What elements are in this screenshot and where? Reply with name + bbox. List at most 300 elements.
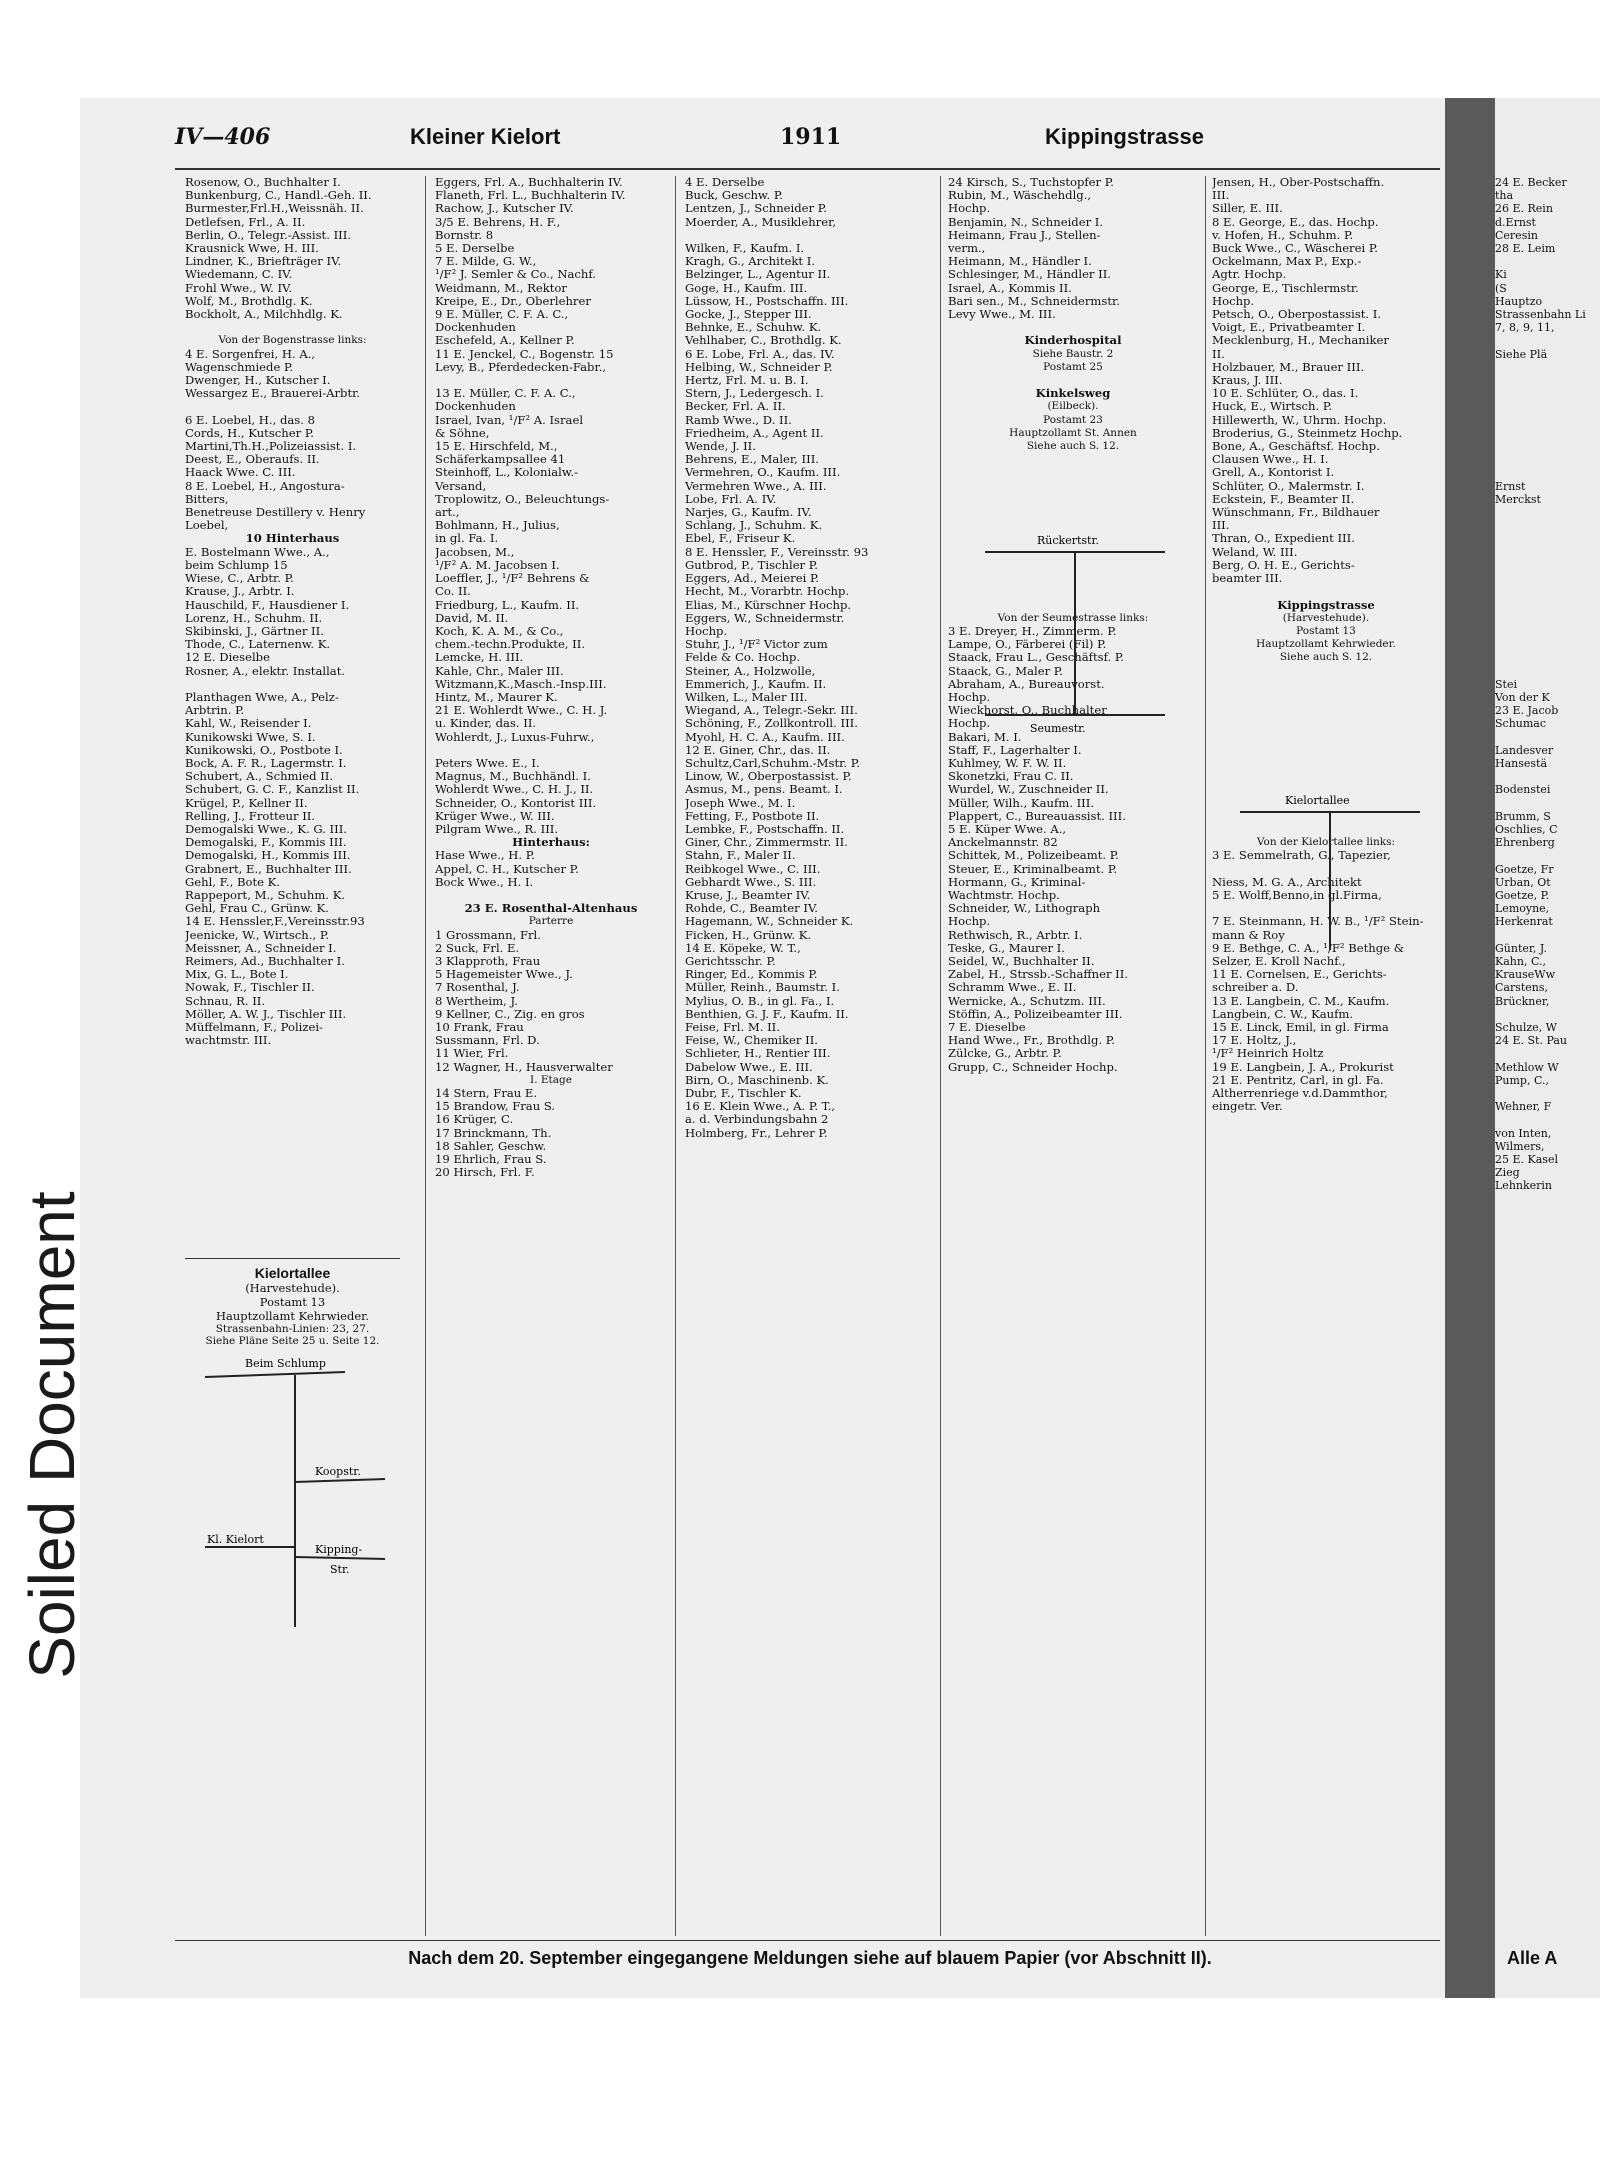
directory-entry: 2 Suck, Frl. E. xyxy=(435,941,520,955)
directory-entry: Wiese, C., Arbtr. P. xyxy=(185,572,294,586)
directory-entry: 10 Hinterhaus xyxy=(245,532,340,546)
directory-entry: 9 E. Müller, C. F. A. C., xyxy=(435,308,569,322)
directory-entry: 7 E. Milde, G. W., xyxy=(435,255,537,269)
directory-entry: Krügel, P., Kellner II. xyxy=(185,796,308,810)
directory-entry: Dubr, F., Tischler K. xyxy=(685,1087,802,1101)
directory-entry: Hochp. xyxy=(685,624,728,638)
directory-entry xyxy=(185,678,400,691)
directory-entry: Wiegand, A., Telegr.-Sekr. III. xyxy=(685,704,858,718)
book-gutter xyxy=(1445,98,1495,1998)
directory-entry: III. xyxy=(1212,189,1230,203)
directory-entry: Cords, H., Kutscher P. xyxy=(185,426,314,440)
next-page-line: von Inten, xyxy=(1495,1126,1552,1140)
directory-entry: Rubin, M., Wäschehdlg., xyxy=(948,189,1092,203)
directory-entry: Bari sen., M., Schneidermstr. xyxy=(948,294,1120,308)
directory-entry: Haack Wwe. C. III. xyxy=(185,466,296,480)
directory-entry: Plappert, C., Bureauassist. III. xyxy=(948,809,1126,823)
directory-entry: Demogalski, H., Kommis III. xyxy=(185,849,351,863)
directory-entry xyxy=(435,744,667,757)
directory-entry: Friedburg, L., Kaufm. II. xyxy=(435,598,580,612)
directory-entry: David, M. II. xyxy=(435,611,509,625)
map-label-koopstr: Koopstr. xyxy=(315,1465,361,1478)
directory-entry: Voigt, E., Privatbeamter I. xyxy=(1212,321,1366,335)
directory-entry: Hintz, M., Maurer K. xyxy=(435,690,558,704)
directory-entry: Eschefeld, A., Kellner P. xyxy=(435,334,575,348)
directory-entry: 23 E. Rosenthal-Altenhaus xyxy=(464,902,638,916)
directory-entry: Langbein, C. W., Kaufm. xyxy=(1212,1007,1354,1021)
directory-entry: Birn, O., Maschinenb. K. xyxy=(685,1073,829,1087)
next-page-line xyxy=(1495,599,1595,612)
directory-entry: Kinderhospital xyxy=(1024,334,1122,348)
directory-entry: 11 E. Cornelsen, E., Gerichts- xyxy=(1212,968,1387,982)
directory-entry: Mylius, O. B., in gl. Fa., I. xyxy=(685,994,835,1008)
next-page-line: Brumm, S xyxy=(1495,809,1551,823)
column-3 xyxy=(685,176,930,1936)
next-page-line: Bodenstei xyxy=(1495,783,1551,797)
directory-entry: 8 E. Henssler, F., Vereinsstr. 93 xyxy=(685,545,869,559)
directory-entry xyxy=(1212,770,1440,783)
directory-entry: Kunikowski Wwe, S. I. xyxy=(185,730,316,744)
directory-entry: Ficken, H., Grünw. K. xyxy=(685,928,812,942)
directory-entry: Wessargez E., Brauerei-Arbtr. xyxy=(185,387,361,401)
directory-entry xyxy=(185,400,400,413)
directory-entry: Petsch, O., Oberpostassist. I. xyxy=(1212,308,1382,322)
next-page-line: Merckst xyxy=(1495,492,1541,506)
directory-entry: 3 E. Semmelrath, G., Tapezier, xyxy=(1212,849,1391,863)
next-page-line: Günter, J. xyxy=(1495,941,1547,955)
directory-entry: Giner, Chr., Zimmermstr. II. xyxy=(685,836,848,850)
directory-entry: Staack, Frau L., Geschäftsf. P. xyxy=(948,651,1124,665)
directory-entry: Reimers, Ad., Buchhalter I. xyxy=(185,954,345,968)
next-page-line: Ehrenberg xyxy=(1495,836,1555,850)
next-page-line: Pump, C., xyxy=(1495,1073,1549,1087)
next-page-line: Ceresin xyxy=(1495,228,1538,242)
directory-entry: Demogalski Wwe., K. G. III. xyxy=(185,822,347,836)
directory-entry: Peters Wwe. E., I. xyxy=(435,756,540,770)
directory-entry: Hase Wwe., H. P. xyxy=(435,849,535,863)
directory-entry: Benthien, G. J. F., Kaufm. II. xyxy=(685,1007,849,1021)
directory-entry: Gerichtsschr. P. xyxy=(685,954,776,968)
directory-entry: Grupp, C., Schneider Hochp. xyxy=(948,1060,1118,1074)
directory-entry: Levy, B., Pferdedecken-Fabr., xyxy=(435,360,607,374)
directory-entry: Schlieter, H., Rentier III. xyxy=(685,1047,831,1061)
directory-entry: Stuhr, J., ¹/F² Victor zum xyxy=(685,638,828,652)
directory-entry: Wieckhorst, O., Buchhalter xyxy=(948,704,1107,718)
directory-entry: 6 E. Loebel, H., das. 8 xyxy=(185,413,315,427)
directory-entry: 12 E. Giner, Chr., das. II. xyxy=(685,743,831,757)
directory-entry: Holmberg, Fr., Lehrer P. xyxy=(685,1126,828,1140)
directory-entry: 3 E. Dreyer, H., Zimmerm. P. xyxy=(948,624,1117,638)
directory-entry: Lentzen, J., Schneider P. xyxy=(685,202,827,216)
directory-entry: Kinkelsweg xyxy=(1035,387,1111,401)
directory-entry: Rappeport, M., Schuhm. K. xyxy=(185,888,346,902)
directory-entry: Schlang, J., Schuhm. K. xyxy=(685,519,823,533)
directory-entry: Arbtrin. P. xyxy=(185,704,245,718)
directory-entry: 5 Hagemeister Wwe., J. xyxy=(435,968,573,982)
directory-entry: Hochp. xyxy=(948,915,991,929)
directory-entry: Buck, Geschw. P. xyxy=(685,189,783,203)
directory-entry: Planthagen Wwe, A., Pelz- xyxy=(185,690,339,704)
directory-entry: Joseph Wwe., M. I. xyxy=(685,796,796,810)
directory-entry: Kunikowski, O., Postbote I. xyxy=(185,743,343,757)
directory-entry: a. d. Verbindungsbahn 2 xyxy=(685,1113,829,1127)
directory-entry: 5 E. Wolff,Benno,in gl.Firma, xyxy=(1212,888,1382,902)
directory-entry: Rosenow, O., Buchhalter I. xyxy=(185,176,341,189)
directory-entry: 18 Sahler, Geschw. xyxy=(435,1139,547,1153)
next-page-line xyxy=(1495,519,1595,532)
directory-entry: Von der Seumestrasse links: xyxy=(997,611,1149,624)
directory-entry: Lindner, K., Briefträger IV. xyxy=(185,255,342,269)
next-page-line: 23 E. Jacob xyxy=(1495,704,1559,718)
directory-entry: Reibkogel Wwe., C. III. xyxy=(685,862,821,876)
directory-entry: Hand Wwe., Fr., Brothdlg. P. xyxy=(948,1034,1115,1048)
directory-entry: Flaneth, Frl. L., Buchhalterin IV. xyxy=(435,189,626,203)
directory-entry: Becker, Frl. A. II. xyxy=(685,400,786,414)
directory-entry: v. Hofen, H., Schuhm. P. xyxy=(1212,228,1354,242)
directory-entry: Loeffler, J., ¹/F² Behrens & xyxy=(435,572,590,586)
directory-entry xyxy=(1212,691,1440,704)
directory-entry: Von der Kielortallee links: xyxy=(1256,836,1396,849)
directory-entry: Linow, W., Oberpostassist. P. xyxy=(685,770,852,784)
directory-entry: Elias, M., Kürschner Hochp. xyxy=(685,598,852,612)
directory-entry: Steiner, A., Holzwolle, xyxy=(685,664,816,678)
directory-entry xyxy=(685,229,930,242)
directory-entry: Friedheim, A., Agent II. xyxy=(685,426,824,440)
directory-entry: Feise, Frl. M. II. xyxy=(685,1021,780,1034)
directory-entry: Jeenicke, W., Wirtsch., P. xyxy=(185,928,329,942)
directory-entry: Israel, A., Kommis II. xyxy=(948,281,1072,295)
directory-entry: Wohlerdt, J., Luxus-Fuhrw., xyxy=(435,730,595,744)
directory-entry: Hochp. xyxy=(948,202,991,216)
directory-entry: Kraus, J. III. xyxy=(1212,374,1283,388)
directory-entry: Kahl, W., Reisender I. xyxy=(185,717,312,731)
directory-entry: Burmester,Frl.H.,Weissnäh. II. xyxy=(185,202,364,216)
directory-entry: Schlüter, O., Malermstr. I. xyxy=(1212,479,1365,493)
directory-entry: Wünschmann, Fr., Bildhauer xyxy=(1212,506,1380,520)
directory-entry xyxy=(1212,585,1440,598)
directory-entry: Agtr. Hochp. xyxy=(1212,268,1287,282)
directory-entry: Wilken, F., Kaufm. I. xyxy=(685,242,805,256)
next-page-line: Oschlies, C xyxy=(1495,822,1558,836)
directory-entry xyxy=(185,321,400,334)
directory-entry: Sussmann, Frl. D. xyxy=(435,1034,540,1048)
directory-entry xyxy=(435,374,667,387)
directory-entry: Lorenz, H., Schuhm. II. xyxy=(185,611,323,625)
map-label-kielortallee: Kielortallee xyxy=(1285,794,1350,807)
directory-entry: Stahn, F., Maler II. xyxy=(685,849,796,863)
directory-entry: 9 Kellner, C., Zig. en gros xyxy=(435,1007,585,1021)
directory-entry: Berlin, O., Telegr.-Assist. III. xyxy=(185,228,351,242)
directory-entry: 17 Brinckmann, Th. xyxy=(435,1126,552,1140)
header-rule xyxy=(175,168,1440,170)
directory-entry: Frohl Wwe., W. IV. xyxy=(185,281,293,295)
directory-entry xyxy=(948,374,1198,387)
directory-entry: Schneider, W., Lithograph xyxy=(948,902,1101,916)
next-page-line: Kahn, C., xyxy=(1495,954,1546,968)
next-page-line: Goetze, Fr xyxy=(1495,862,1554,876)
directory-entry: Krause, J., Arbtr. I. xyxy=(185,585,295,599)
next-page-line xyxy=(1495,929,1595,942)
directory-entry: Martini,Th.H.,Polizeiassist. I. xyxy=(185,440,357,454)
directory-entry xyxy=(948,453,1198,466)
directory-entry: 19 Ehrlich, Frau S. xyxy=(435,1153,547,1167)
next-page-line: Siehe Plä xyxy=(1495,347,1548,361)
directory-entry: Heimann, Frau J., Stellen- xyxy=(948,228,1101,242)
directory-entry: Holzbauer, M., Brauer III. xyxy=(1212,360,1365,374)
directory-entry: 21 E. Wohlerdt Wwe., C. H. J. xyxy=(435,704,608,718)
directory-entry: Krausnick Wwe, H. III. xyxy=(185,242,319,256)
next-page-line xyxy=(1495,506,1595,519)
directory-entry xyxy=(1212,757,1440,770)
directory-entry: Stöffin, A., Polizeibeamter III. xyxy=(948,1007,1123,1021)
directory-entry: 10 Frank, Frau xyxy=(435,1021,524,1034)
directory-entry: 15 Brandow, Frau S. xyxy=(435,1100,556,1114)
directory-entry: 3/5 E. Behrens, H. F., xyxy=(435,215,561,229)
directory-entry: ¹/F² Heinrich Holtz xyxy=(1212,1047,1324,1061)
directory-entry: Staack, G., Maler P. xyxy=(948,664,1063,678)
directory-entry: Moerder, A., Musiklehrer, xyxy=(685,215,837,229)
next-page-line: 25 E. Kasel xyxy=(1495,1153,1558,1167)
directory-entry: Hochp. xyxy=(1212,294,1255,308)
directory-entry: Hillewerth, W., Uhrm. Hochp. xyxy=(1212,413,1387,427)
directory-entry: Mecklenburg, H., Mechaniker xyxy=(1212,334,1389,348)
directory-entry: Appel, C. H., Kutscher P. xyxy=(435,862,579,876)
directory-entry: & Söhne, xyxy=(435,426,490,440)
kielortallee-postamt: Postamt 13 xyxy=(259,1295,326,1309)
directory-entry: Bunkenburg, C., Handl.-Geh. II. xyxy=(185,189,372,203)
directory-entry: 21 E. Pentritz, Carl, in gl. Fa. xyxy=(1212,1073,1384,1087)
directory-entry: eingetr. Ver. xyxy=(1212,1100,1283,1114)
directory-entry: Krüger Wwe., W. III. xyxy=(435,809,555,823)
directory-entry: Lampe, O., Färberei (Fil) P. xyxy=(948,638,1107,652)
directory-entry: Lemcke, H. III. xyxy=(435,651,524,665)
column-5 xyxy=(1212,176,1440,1936)
directory-entry: Emmerich, J., Kaufm. II. xyxy=(685,677,827,691)
directory-entry: Siehe auch S. 12. xyxy=(1026,440,1120,453)
directory-entry: Steinhoff, L., Kolonialw.- xyxy=(435,466,578,480)
directory-entry: Hauptzollamt Kehrwieder. xyxy=(1256,638,1396,651)
directory-entry: Wurdel, W., Zuschneider II. xyxy=(948,783,1109,797)
directory-entry: Dwenger, H., Kutscher I. xyxy=(185,374,331,388)
directory-entry: 14 E. Köpeke, W. T., xyxy=(685,941,801,955)
directory-entry: 4 E. Derselbe xyxy=(685,176,765,189)
next-page-line xyxy=(1495,1047,1595,1060)
next-page-line: 7, 8, 9, 11, xyxy=(1495,321,1555,335)
next-page-line: Carstens, xyxy=(1495,981,1549,995)
directory-entry: Wagenschmiede P. xyxy=(185,360,294,374)
directory-entry: Grabnert, E., Buchhalter III. xyxy=(185,862,352,876)
directory-entry: 14 Stern, Frau E. xyxy=(435,1087,538,1101)
directory-entry: Eggers, W., Schneidermstr. xyxy=(685,611,845,625)
directory-entry: Behrens, E., Maler, III. xyxy=(685,453,819,467)
directory-entry: Gehl, F., Bote K. xyxy=(185,875,281,889)
next-page-line xyxy=(1495,255,1595,268)
directory-entry: Gutbrod, P., Tischler P. xyxy=(685,558,818,572)
directory-entry: Wilken, L., Maler III. xyxy=(685,690,808,704)
directory-entry: Co. II. xyxy=(435,585,471,599)
next-page-line xyxy=(1495,572,1595,585)
next-page-line xyxy=(1495,546,1595,559)
directory-entry: Rachow, J., Kutscher IV. xyxy=(435,202,574,216)
directory-entry: Abraham, A., Bureauvorst. xyxy=(948,677,1105,691)
directory-entry: Hochp. xyxy=(948,690,991,704)
map-label-seumestr: Seumestr. xyxy=(1030,722,1086,735)
directory-entry: Postamt 23 xyxy=(1043,413,1103,426)
next-page-line: Stei xyxy=(1495,677,1517,691)
kielortallee-zollamt: Hauptzollamt Kehrwieder. xyxy=(215,1309,370,1323)
next-page-line xyxy=(1495,1113,1595,1126)
directory-entry: Thran, O., Expedient III. xyxy=(1212,532,1355,546)
next-page-line xyxy=(1495,797,1595,810)
directory-entry xyxy=(948,480,1198,493)
directory-entry: Ramb Wwe., D. II. xyxy=(685,413,792,427)
directory-entry: Ockelmann, Max P., Exp.- xyxy=(1212,255,1362,269)
next-page-line: Ernst xyxy=(1495,479,1526,493)
directory-entry: Kahle, Chr., Maler III. xyxy=(435,664,564,678)
next-page-line xyxy=(1495,1008,1595,1021)
directory-entry: Kuhlmey, W. F. W. II. xyxy=(948,756,1067,770)
directory-entry: Gocke, J., Stepper III. xyxy=(685,308,812,322)
directory-entry: Schöning, F., Zollkontroll. III. xyxy=(685,717,858,731)
next-page-line: Wilmers, xyxy=(1495,1139,1545,1153)
directory-entry: u. Kinder, das. II. xyxy=(435,717,537,731)
directory-entry: Benjamin, N., Schneider I. xyxy=(948,215,1104,229)
next-page-line xyxy=(1495,849,1595,862)
directory-entry xyxy=(948,493,1198,506)
directory-entry: Myohl, H. C. A., Kaufm. III. xyxy=(685,730,845,744)
directory-entry: Jacobsen, M., xyxy=(435,545,515,559)
directory-entry: Stern, J., Ledergesch. I. xyxy=(685,387,824,401)
directory-entry: Altherrenriege v.d.Dammthor, xyxy=(1212,1087,1388,1101)
kielortallee-title: Kielortallee xyxy=(254,1265,331,1281)
directory-entry: in gl. Fa. I. xyxy=(435,532,499,546)
column-divider xyxy=(1205,176,1206,1936)
directory-entry: 16 Krüger, C. xyxy=(435,1113,514,1127)
directory-entry: 13 E. Langbein, C. M., Kaufm. xyxy=(1212,994,1390,1008)
watermark-text: Soiled Document xyxy=(16,1191,88,1679)
next-page-line: Herkenrat xyxy=(1495,915,1553,929)
next-page-line: 24 E. St. Pau xyxy=(1495,1034,1568,1048)
directory-entry: Seidel, W., Buchhalter II. xyxy=(948,954,1095,968)
directory-entry: Lembke, F., Postschaffn. II. xyxy=(685,822,845,836)
directory-entry: 11 E. Jenckel, C., Bogenstr. 15 xyxy=(435,347,614,361)
directory-entry xyxy=(1212,678,1440,691)
next-page-line xyxy=(1495,427,1595,440)
kielortallee-bahn: Strassenbahn-Linien: 23, 27. xyxy=(215,1323,370,1335)
section-rule xyxy=(185,1258,400,1259)
directory-entry: Mix, G. L., Bote I. xyxy=(185,968,289,982)
directory-entry: Schäferkampsallee 41 xyxy=(435,453,566,467)
next-page-line: Ki xyxy=(1495,268,1507,282)
directory-entry: Steuer, E., Kriminalbeamt. P. xyxy=(948,862,1118,876)
directory-entry: Kippingstrasse xyxy=(1277,598,1375,612)
directory-entry: Eggers, Frl. A., Buchhalterin IV. xyxy=(435,176,623,189)
directory-entry: Müller, Wilh., Kaufm. III. xyxy=(948,796,1095,810)
directory-entry: Müller, Reinh., Baumstr. I. xyxy=(685,981,840,995)
header-right-title: Kippingstrasse xyxy=(1045,124,1204,149)
directory-entry: wachtmstr. III. xyxy=(185,1034,272,1048)
next-page-line: (S xyxy=(1495,281,1507,295)
directory-entry: Meissner, A., Schneider I. xyxy=(185,941,337,955)
directory-entry: 17 E. Holtz, J., xyxy=(1212,1034,1297,1048)
directory-entry: 4 E. Sorgenfrei, H. A., xyxy=(185,347,316,361)
directory-entry: Benetreuse Destillery v. Henry xyxy=(185,506,366,520)
header-year: 1911 xyxy=(780,124,842,150)
directory-entry: beamter III. xyxy=(1212,572,1283,586)
directory-entry: Von der Bogenstrasse links: xyxy=(218,334,367,347)
next-page-line: Lemoyne, xyxy=(1495,902,1550,916)
next-page-line xyxy=(1495,400,1595,413)
kinkelsweg-street-map xyxy=(975,530,1175,740)
directory-entry: Wiedemann, C. IV. xyxy=(185,268,293,282)
directory-entry: art., xyxy=(435,506,460,520)
next-page-line: 24 E. Becker xyxy=(1495,176,1567,189)
directory-entry: Rosner, A., elektr. Installat. xyxy=(185,664,346,678)
next-page-line: KrauseWw xyxy=(1495,968,1555,982)
column-4 xyxy=(948,176,1198,1936)
next-page-line: d.Ernst xyxy=(1495,215,1536,229)
directory-entry: Hecht, M., Vorarbtr. Hochp. xyxy=(685,585,850,599)
directory-entry: 9 E. Bethge, C. A., ¹/F² Bethge & xyxy=(1212,941,1405,955)
directory-entry: Broderius, G., Steinmetz Hochp. xyxy=(1212,426,1403,440)
directory-entry: beim Schlump 15 xyxy=(185,558,288,572)
directory-entry: Hauptzollamt St. Annen xyxy=(1009,426,1137,439)
directory-entry: Bitters, xyxy=(185,492,229,506)
directory-entry: ¹/F² A. M. Jacobsen I. xyxy=(435,558,560,572)
next-page-line xyxy=(1495,612,1595,625)
next-page-line xyxy=(1495,625,1595,638)
next-page-line xyxy=(1495,585,1595,598)
directory-entry: verm., xyxy=(948,242,986,256)
directory-entry: Deest, E., Oberaufs. II. xyxy=(185,453,320,467)
directory-entry: Wachtmstr. Hochp. xyxy=(948,888,1060,902)
column-divider xyxy=(675,176,676,1936)
directory-entry: Goge, H., Kaufm. III. xyxy=(685,281,808,295)
directory-entry: Gehl, Frau C., Grünw. K. xyxy=(185,902,329,916)
directory-entry: Pilgram Wwe., R. III. xyxy=(435,822,559,836)
next-page-line xyxy=(1495,665,1595,678)
directory-entry: Detlefsen, Frl., A. II. xyxy=(185,215,306,229)
next-page-line xyxy=(1495,532,1595,545)
directory-entry: Schubert, G. C. F., Kanzlist II. xyxy=(185,783,360,797)
directory-entry: I. Etage xyxy=(530,1073,572,1086)
directory-entry: Zülcke, G., Arbtr. P. xyxy=(948,1047,1062,1061)
directory-entry: Bockholt, A., Milchhdlg. K. xyxy=(185,308,343,322)
kippingstrasse-street-map xyxy=(1230,790,1430,970)
directory-entry: Parterre xyxy=(528,915,574,928)
map-label-kipping: Kipping- xyxy=(315,1543,363,1556)
directory-entry xyxy=(1212,744,1440,757)
directory-entry: Schnau, R. II. xyxy=(185,994,266,1008)
directory-entry: Witzmann,K.,Masch.-Insp.III. xyxy=(435,677,607,691)
directory-entry: Gebhardt Wwe., S. III. xyxy=(685,875,817,889)
directory-entry: Hochp. xyxy=(948,717,991,731)
directory-entry xyxy=(948,466,1198,479)
directory-entry: Heimann, M., Händler I. xyxy=(948,255,1092,269)
next-page-line xyxy=(1495,440,1595,453)
directory-entry: 7 E. Steinmann, H. W. B., ¹/F² Stein- xyxy=(1212,915,1424,929)
directory-entry: Feise, W., Chemiker II. xyxy=(685,1034,818,1048)
next-page-line: Brückner, xyxy=(1495,994,1550,1008)
next-page-line: Schulze, W xyxy=(1495,1021,1557,1034)
next-page-line: 28 E. Leim xyxy=(1495,242,1556,256)
directory-entry: Huck, E., Wirtsch. P. xyxy=(1212,400,1333,414)
directory-entry: Relling, J., Frotteur II. xyxy=(185,809,316,823)
directory-entry: Hagemann, W., Schneider K. xyxy=(685,915,854,929)
directory-entry: Bohlmann, H., Julius, xyxy=(435,519,560,533)
directory-entry: Bone, A., Geschäftsf. Hochp. xyxy=(1212,440,1380,454)
directory-entry: Kruse, J., Beamter IV. xyxy=(685,888,811,902)
